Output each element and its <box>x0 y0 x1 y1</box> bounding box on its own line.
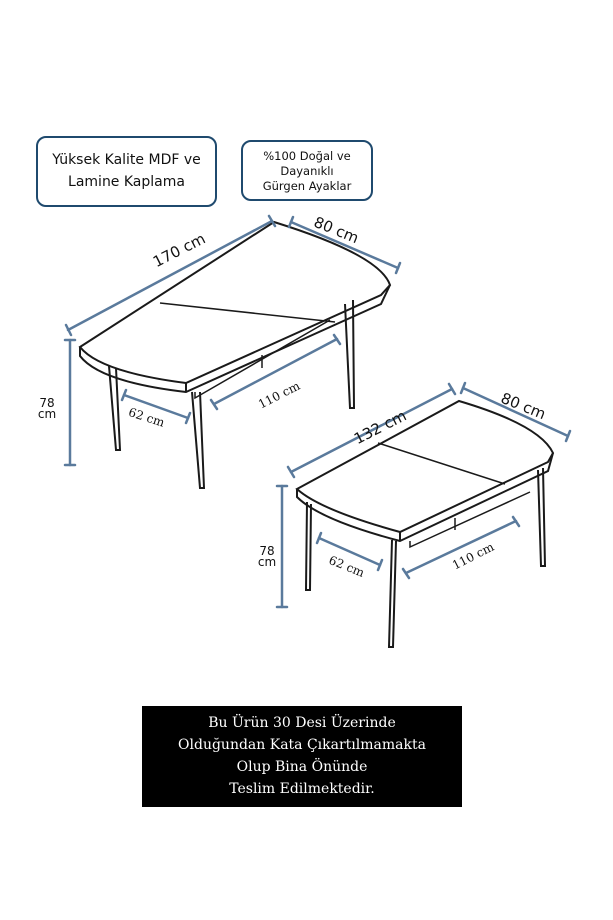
shipping-notice-line2: Olduğundan Kata Çıkartılmamakta <box>178 737 426 753</box>
shipping-notice <box>142 706 462 807</box>
closed-short-span-label: 62 cm <box>326 553 367 580</box>
legs-callout <box>241 140 373 201</box>
extended-length-line <box>68 221 272 330</box>
extended-table-leaf-seam <box>160 303 335 322</box>
closed-table-leg-front-left <box>306 502 311 590</box>
extended-table-dimension-lines <box>65 216 400 465</box>
extended-table <box>80 222 390 488</box>
material-callout-line2: Lamine Kaplama <box>68 174 185 190</box>
closed-table-leaf-seam <box>378 443 505 484</box>
extended-width-label: 80 cm <box>311 213 362 248</box>
legs-callout-line1: %100 Doğal ve <box>263 149 351 163</box>
material-callout <box>36 136 217 207</box>
closed-table-leg-front-right <box>389 540 396 647</box>
extended-table-top-edge <box>80 285 390 392</box>
closed-height-label <box>256 546 278 568</box>
extended-height-unit: cm <box>37 407 57 421</box>
closed-height-unit: cm <box>257 555 277 569</box>
extended-height-value: 78 <box>39 396 55 410</box>
extended-short-span-label: 62 cm <box>126 405 167 430</box>
extended-long-span-label: 110 cm <box>256 378 303 412</box>
extended-table-top <box>80 222 390 383</box>
material-callout-line1: Yüksek Kalite MDF ve <box>52 152 201 168</box>
closed-table <box>297 401 553 647</box>
extended-length-label: 170 cm <box>150 229 209 272</box>
closed-table-top <box>297 401 553 532</box>
shipping-notice-line4: Teslim Edilmektedir. <box>229 781 375 797</box>
shipping-notice-line1: Bu Ürün 30 Desi Üzerinde <box>208 715 396 731</box>
closed-length-label: 132 cm <box>351 406 410 449</box>
legs-callout-line2: Dayanıklı <box>280 164 334 178</box>
closed-table-top-edge <box>297 453 553 541</box>
extended-table-leg-back-right <box>345 300 354 408</box>
extended-height-label <box>36 398 58 420</box>
legs-callout-line3: Gürgen Ayaklar <box>262 179 352 193</box>
extended-table-leg-front-right <box>192 392 204 488</box>
closed-height-value: 78 <box>259 544 275 558</box>
shipping-notice-line3: Olup Bina Önünde <box>236 759 368 775</box>
closed-table-leg-back-right <box>538 468 545 566</box>
closed-width-label: 80 cm <box>498 389 549 424</box>
closed-long-span-label: 110 cm <box>450 539 497 573</box>
